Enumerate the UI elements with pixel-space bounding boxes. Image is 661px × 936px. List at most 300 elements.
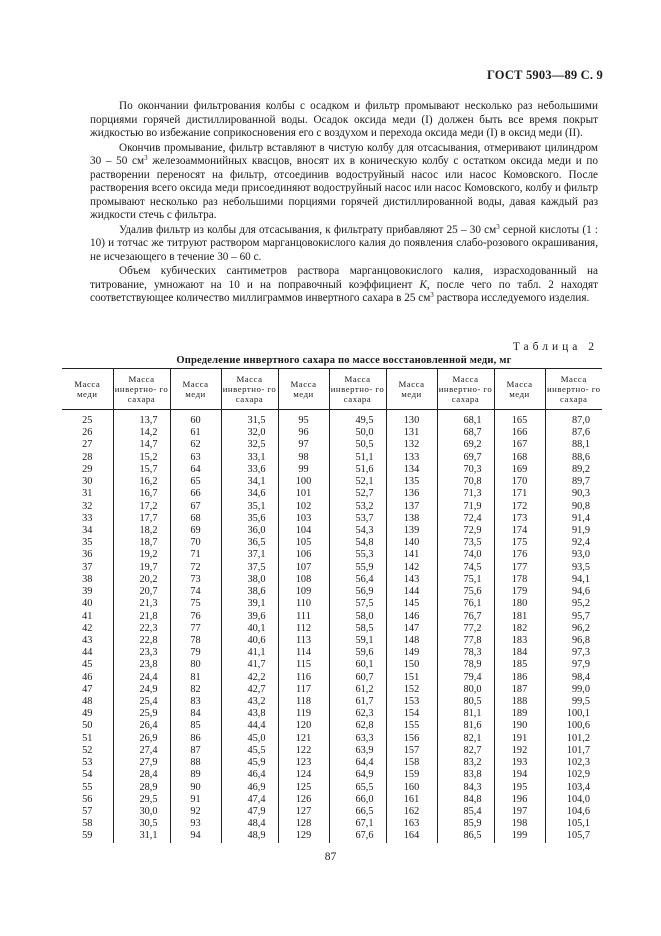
table-row — [62, 562, 602, 574]
sugar-mass-cell: 24,9 — [113, 684, 170, 696]
sugar-mass-cell: 101,7 — [545, 745, 602, 757]
copper-mass-cell: 128 — [278, 818, 329, 830]
sugar-mass-cell: 26,4 — [113, 720, 170, 732]
copper-mass-cell: 186 — [494, 672, 545, 684]
sugar-mass-cell: 25,4 — [113, 696, 170, 708]
paragraph-washing: Окончив промывание, фильтр вставляют в чистую колбу для отсасывания, отмеривают цилиндром 30 – 50 $см^3$ железоаммонийных квасцов, вносят их в коническую колбу с остатком оксида меди и по растворении переносят на фильтр, отсоединив водоструйный насос или насос Комовского. После растворения всего оксида меди присоединяют водоструйный насос или насос Комовского, колбу и фильтр промывают несколько раз небольшими порциями горячей дистиллированной воды, давая каждый раз жидкости стечь с фильтра. — [90, 141, 599, 221]
copper-mass-cell: 198 — [494, 818, 545, 830]
sugar-mass-cell: 78,9 — [437, 659, 494, 671]
table-body — [62, 410, 602, 843]
table-row — [62, 782, 602, 794]
sugar-mass-cell: 95,7 — [545, 611, 602, 623]
table-row — [62, 769, 602, 781]
copper-mass-cell: 176 — [494, 549, 545, 561]
copper-mass-cell: 45 — [82, 659, 93, 671]
paragraph-calculation: Объем кубических сантиметров раствора марганцовокислого калия, израсходованный на титрование, умножают на 10 и на поправочный коэффициент K, после чего по табл. 2 находят соответствующее количество миллиграммов инвертного сахара в 25 $см^3$ раствора исследуемого изделия. — [90, 265, 599, 304]
copper-mass-cell: 174 — [494, 525, 545, 537]
header-sugar-mass-2: Масса инвертно- го сахара — [329, 369, 386, 410]
sugar-mass-cell: 48,9 — [221, 830, 278, 842]
copper-mass-cell: 136 — [386, 488, 437, 500]
copper-mass-cell: 173 — [494, 513, 545, 525]
copper-mass-cell: 142 — [386, 562, 437, 574]
copper-mass-cell: 195 — [494, 782, 545, 794]
copper-mass-cell: 42 — [82, 622, 93, 634]
copper-mass-cell: 104 — [278, 525, 329, 537]
sugar-mass-cell: 72,9 — [437, 525, 494, 537]
sugar-mass-cell: 21,3 — [113, 598, 170, 610]
copper-mass-cell: 140 — [386, 537, 437, 549]
copper-mass-cell: 170 — [494, 476, 545, 488]
sugar-mass-cell: 67,6 — [329, 830, 386, 842]
sugar-mass-cell: 72,4 — [437, 513, 494, 525]
sugar-mass-cell: 68,7 — [437, 427, 494, 439]
sugar-mass-cell: 37,5 — [221, 562, 278, 574]
sugar-mass-cell: 13,7 — [113, 410, 170, 428]
sugar-mass-cell: 47,4 — [221, 794, 278, 806]
copper-mass-cell: 54 — [82, 769, 93, 781]
copper-mass-cell: 196 — [494, 794, 545, 806]
sugar-mass-cell: 71,3 — [437, 488, 494, 500]
copper-mass-cell: 107 — [278, 562, 329, 574]
copper-mass-cell: 34 — [82, 524, 93, 536]
copper-mass-cell: 105 — [278, 537, 329, 549]
sugar-mass-cell: 103,4 — [545, 782, 602, 794]
copper-mass-cell: 32 — [82, 500, 93, 512]
copper-mass-cell: 121 — [278, 733, 329, 745]
copper-mass-cell: 30 — [82, 476, 93, 488]
sugar-mass-cell: 67,1 — [329, 818, 386, 830]
copper-mass-cell: 40 — [82, 598, 93, 610]
sugar-mass-cell: 35,6 — [221, 513, 278, 525]
copper-mass-cell: 81 — [170, 672, 221, 684]
sugar-mass-cell: 42,7 — [221, 684, 278, 696]
sugar-mass-cell: 27,4 — [113, 745, 170, 757]
table-row — [62, 574, 602, 586]
copper-mass-cell: 26 — [82, 427, 93, 439]
sugar-mass-cell: 45,0 — [221, 733, 278, 745]
copper-mass-cell: 77 — [170, 623, 221, 635]
sugar-mass-cell: 95,2 — [545, 598, 602, 610]
copper-mass-cell: 92 — [170, 806, 221, 818]
copper-mass-cell: 130 — [386, 410, 437, 428]
copper-mass-cell: 96 — [278, 427, 329, 439]
sugar-mass-cell: 36,5 — [221, 537, 278, 549]
sugar-mass-cell: 76,7 — [437, 611, 494, 623]
copper-mass-cell: 147 — [386, 623, 437, 635]
copper-mass-cell: 154 — [386, 708, 437, 720]
sugar-mass-cell: 14,7 — [113, 439, 170, 451]
copper-mass-cell: 103 — [278, 513, 329, 525]
table-row — [62, 733, 602, 745]
copper-mass-cell: 177 — [494, 562, 545, 574]
copper-mass-cell: 145 — [386, 598, 437, 610]
sugar-mass-cell: 34,1 — [221, 476, 278, 488]
copper-mass-cell: 141 — [386, 549, 437, 561]
copper-mass-cell: 146 — [386, 611, 437, 623]
sugar-mass-cell: 76,1 — [437, 598, 494, 610]
table-row — [62, 525, 602, 537]
sugar-mass-cell: 55,3 — [329, 549, 386, 561]
sugar-mass-cell: 94,1 — [545, 574, 602, 586]
copper-mass-cell: 139 — [386, 525, 437, 537]
sugar-mass-cell: 92,4 — [545, 537, 602, 549]
copper-mass-cell: 95 — [278, 410, 329, 428]
sugar-mass-cell: 29,5 — [113, 794, 170, 806]
sugar-mass-cell: 39,6 — [221, 611, 278, 623]
table-row — [62, 623, 602, 635]
copper-mass-cell: 78 — [170, 635, 221, 647]
copper-mass-cell: 85 — [170, 720, 221, 732]
sugar-mass-cell: 52,1 — [329, 476, 386, 488]
sugar-mass-cell: 22,8 — [113, 635, 170, 647]
sugar-mass-cell: 58,0 — [329, 611, 386, 623]
copper-mass-cell: 90 — [170, 782, 221, 794]
copper-mass-cell: 97 — [278, 439, 329, 451]
table-row — [62, 696, 602, 708]
sugar-mass-cell: 53,7 — [329, 513, 386, 525]
sugar-mass-cell: 23,8 — [113, 659, 170, 671]
copper-mass-cell: 63 — [170, 452, 221, 464]
copper-mass-cell: 166 — [494, 427, 545, 439]
copper-mass-cell: 138 — [386, 513, 437, 525]
copper-mass-cell: 192 — [494, 745, 545, 757]
copper-mass-cell: 94 — [170, 830, 221, 842]
copper-mass-cell: 37 — [82, 561, 93, 573]
sugar-mass-cell: 61,7 — [329, 696, 386, 708]
sugar-mass-cell: 16,2 — [113, 476, 170, 488]
sugar-mass-cell: 48,4 — [221, 818, 278, 830]
copper-mass-cell: 80 — [170, 659, 221, 671]
table-row — [62, 745, 602, 757]
table-row — [62, 598, 602, 610]
sugar-mass-cell: 40,1 — [221, 623, 278, 635]
copper-mass-cell: 112 — [278, 623, 329, 635]
sugar-mass-cell: 47,9 — [221, 806, 278, 818]
copper-mass-cell: 84 — [170, 708, 221, 720]
copper-mass-cell: 48 — [82, 696, 93, 708]
copper-mass-cell: 35 — [82, 537, 93, 549]
header-sugar-mass-4: Масса инвертно- го сахара — [545, 369, 602, 410]
invert-sugar-table — [62, 368, 602, 843]
copper-mass-cell: 150 — [386, 659, 437, 671]
copper-mass-cell: 114 — [278, 647, 329, 659]
sugar-mass-cell: 50,0 — [329, 427, 386, 439]
copper-mass-cell: 164 — [386, 830, 437, 842]
copper-mass-cell: 124 — [278, 769, 329, 781]
sugar-mass-cell: 23,3 — [113, 647, 170, 659]
sugar-mass-cell: 87,0 — [545, 410, 602, 428]
sugar-mass-cell: 18,2 — [113, 525, 170, 537]
sugar-mass-cell: 38,6 — [221, 586, 278, 598]
sugar-mass-cell: 59,1 — [329, 635, 386, 647]
sugar-mass-cell: 42,2 — [221, 672, 278, 684]
copper-mass-cell: 148 — [386, 635, 437, 647]
body-text — [90, 100, 598, 307]
sugar-mass-cell: 19,7 — [113, 562, 170, 574]
copper-mass-cell: 153 — [386, 696, 437, 708]
copper-mass-cell: 68 — [170, 513, 221, 525]
sugar-mass-cell: 22,3 — [113, 623, 170, 635]
copper-mass-cell: 57 — [82, 806, 93, 817]
sugar-mass-cell: 70,8 — [437, 476, 494, 488]
copper-mass-cell: 180 — [494, 598, 545, 610]
table-row — [62, 757, 602, 769]
table-row — [62, 611, 602, 623]
sugar-mass-cell: 99,5 — [545, 696, 602, 708]
sugar-mass-cell: 100,1 — [545, 708, 602, 720]
sugar-mass-cell: 30,5 — [113, 818, 170, 830]
sugar-mass-cell: 87,6 — [545, 427, 602, 439]
copper-mass-cell: 199 — [494, 830, 545, 842]
copper-mass-cell: 125 — [278, 782, 329, 794]
copper-mass-cell: 29 — [82, 463, 93, 475]
sugar-mass-cell: 85,4 — [437, 806, 494, 818]
copper-mass-cell: 106 — [278, 549, 329, 561]
page-number: 87 — [324, 851, 337, 863]
sugar-mass-cell: 75,1 — [437, 574, 494, 586]
copper-mass-cell: 197 — [494, 806, 545, 818]
table-row — [62, 476, 602, 488]
sugar-mass-cell: 51,1 — [329, 452, 386, 464]
copper-mass-cell: 31 — [82, 488, 93, 500]
copper-mass-cell: 179 — [494, 586, 545, 598]
table-row — [62, 501, 602, 513]
copper-mass-cell: 43 — [82, 634, 93, 646]
sugar-mass-cell: 43,8 — [221, 708, 278, 720]
copper-mass-cell: 25 — [82, 415, 93, 426]
sugar-mass-cell: 62,3 — [329, 708, 386, 720]
table-row — [62, 659, 602, 671]
copper-mass-cell: 86 — [170, 733, 221, 745]
copper-mass-cell: 134 — [386, 464, 437, 476]
table-row — [62, 427, 602, 439]
sugar-mass-cell: 71,9 — [437, 501, 494, 513]
copper-mass-cell: 74 — [170, 586, 221, 598]
sugar-mass-cell: 39,1 — [221, 598, 278, 610]
table-row — [62, 794, 602, 806]
sugar-mass-cell: 91,9 — [545, 525, 602, 537]
header-copper-mass-4: Масса меди — [494, 369, 545, 410]
sugar-mass-cell: 100,6 — [545, 720, 602, 732]
copper-mass-cell: 184 — [494, 647, 545, 659]
copper-mass-cell: 118 — [278, 696, 329, 708]
table-row — [62, 586, 602, 598]
sugar-mass-cell: 69,7 — [437, 452, 494, 464]
sugar-mass-cell: 16,7 — [113, 488, 170, 500]
copper-mass-cell: 181 — [494, 611, 545, 623]
copper-mass-cell: 71 — [170, 549, 221, 561]
table-row — [62, 439, 602, 451]
sugar-mass-cell: 51,6 — [329, 464, 386, 476]
copper-mass-cell: 126 — [278, 794, 329, 806]
sugar-mass-cell: 57,5 — [329, 598, 386, 610]
header-copper-mass-2: Масса меди — [278, 369, 329, 410]
copper-mass-cell: 178 — [494, 574, 545, 586]
sugar-mass-cell: 63,3 — [329, 733, 386, 745]
sugar-mass-cell: 21,8 — [113, 611, 170, 623]
sugar-mass-cell: 46,9 — [221, 782, 278, 794]
table-caption: Определение инвертного сахара по массе восстановленной меди, мг — [176, 355, 512, 366]
copper-mass-cell: 49 — [82, 708, 93, 720]
copper-mass-cell: 127 — [278, 806, 329, 818]
sugar-mass-cell: 79,4 — [437, 672, 494, 684]
sugar-mass-cell: 66,5 — [329, 806, 386, 818]
sugar-mass-cell: 37,1 — [221, 549, 278, 561]
sugar-mass-cell: 64,9 — [329, 769, 386, 781]
table-row — [62, 464, 602, 476]
header-copper-mass-0: Масса меди — [62, 369, 113, 410]
copper-mass-cell: 168 — [494, 452, 545, 464]
sugar-mass-cell: 73,5 — [437, 537, 494, 549]
copper-mass-cell: 41 — [82, 610, 93, 622]
copper-mass-cell: 159 — [386, 769, 437, 781]
sugar-mass-cell: 44,4 — [221, 720, 278, 732]
sugar-mass-cell: 83,8 — [437, 769, 494, 781]
sugar-mass-cell: 34,6 — [221, 488, 278, 500]
sugar-mass-cell: 28,4 — [113, 769, 170, 781]
copper-mass-cell: 129 — [278, 830, 329, 842]
sugar-mass-cell: 98,4 — [545, 672, 602, 684]
paragraph-filtration: По окончании фильтрования колбы с осадком и фильтр промывают несколько раз небольшими порциями горячей дистиллированной воды. Осадок оксида меди (I) должен быть все время покрыт жидкостью во избежание соприкосновения его с воздухом и перехода оксида меди (I) в оксид меди (II). — [90, 100, 598, 139]
table-row — [62, 513, 602, 525]
copper-mass-cell: 113 — [278, 635, 329, 647]
sugar-mass-cell: 33,1 — [221, 452, 278, 464]
header-sugar-mass-0: Масса инвертно- го сахара — [113, 369, 170, 410]
copper-mass-cell: 88 — [170, 757, 221, 769]
copper-mass-cell: 183 — [494, 635, 545, 647]
sugar-mass-cell: 18,7 — [113, 537, 170, 549]
sugar-mass-cell: 84,3 — [437, 782, 494, 794]
sugar-mass-cell: 63,9 — [329, 745, 386, 757]
table-header-row — [62, 369, 602, 410]
copper-mass-cell: 191 — [494, 733, 545, 745]
copper-mass-cell: 167 — [494, 439, 545, 451]
sugar-mass-cell: 104,0 — [545, 794, 602, 806]
copper-mass-cell: 133 — [386, 452, 437, 464]
sugar-mass-cell: 65,5 — [329, 782, 386, 794]
copper-mass-cell: 100 — [278, 476, 329, 488]
sugar-mass-cell: 102,9 — [545, 769, 602, 781]
sugar-mass-cell: 17,2 — [113, 501, 170, 513]
copper-mass-cell: 28 — [82, 451, 93, 463]
copper-mass-cell: 149 — [386, 647, 437, 659]
paragraph-titration: Удалив фильтр из колбы для отсасывания, к фильтрату прибавляют 25 – 30 $см^3$ серной кислоты (1 : 10) и тотчас же титруют раствором марганцовокислого калия до появления слабо-розового окрашивания, не исчезающего в течение 30 – 60 с. — [90, 222, 598, 263]
sugar-mass-cell: 82,1 — [437, 733, 494, 745]
sugar-mass-cell: 68,1 — [437, 410, 494, 428]
sugar-mass-cell: 32,5 — [221, 439, 278, 451]
sugar-mass-cell: 31,1 — [113, 830, 170, 842]
copper-mass-cell: 123 — [278, 757, 329, 769]
sugar-mass-cell: 99,0 — [545, 684, 602, 696]
copper-mass-cell: 98 — [278, 452, 329, 464]
table-row — [62, 672, 602, 684]
table-row — [62, 452, 602, 464]
sugar-mass-cell: 81,1 — [437, 708, 494, 720]
copper-mass-cell: 117 — [278, 684, 329, 696]
sugar-mass-cell: 93,5 — [545, 562, 602, 574]
sugar-mass-cell: 74,5 — [437, 562, 494, 574]
copper-mass-cell: 156 — [386, 733, 437, 745]
table-row — [62, 635, 602, 647]
copper-mass-cell: 69 — [170, 525, 221, 537]
copper-mass-cell: 83 — [170, 696, 221, 708]
sugar-mass-cell: 89,7 — [545, 476, 602, 488]
sugar-mass-cell: 15,7 — [113, 464, 170, 476]
sugar-mass-cell: 53,2 — [329, 501, 386, 513]
copper-mass-cell: 91 — [170, 794, 221, 806]
copper-mass-cell: 119 — [278, 708, 329, 720]
sugar-mass-cell: 46,4 — [221, 769, 278, 781]
copper-mass-cell: 157 — [386, 745, 437, 757]
copper-mass-cell: 52 — [82, 744, 93, 756]
copper-mass-cell: 175 — [494, 537, 545, 549]
copper-mass-cell: 65 — [170, 476, 221, 488]
sugar-mass-cell: 52,7 — [329, 488, 386, 500]
sugar-mass-cell: 60,7 — [329, 672, 386, 684]
table-row — [62, 537, 602, 549]
copper-mass-cell: 143 — [386, 574, 437, 586]
copper-mass-cell: 36 — [82, 549, 93, 561]
copper-mass-cell: 182 — [494, 623, 545, 635]
copper-mass-cell: 75 — [170, 598, 221, 610]
copper-mass-cell: 38 — [82, 573, 93, 585]
copper-mass-cell: 76 — [170, 611, 221, 623]
sugar-mass-cell: 50,5 — [329, 439, 386, 451]
sugar-mass-cell: 90,8 — [545, 501, 602, 513]
sugar-mass-cell: 41,7 — [221, 659, 278, 671]
copper-mass-cell: 137 — [386, 501, 437, 513]
copper-mass-cell: 93 — [170, 818, 221, 830]
header-sugar-mass-1: Масса инвертно- го сахара — [221, 369, 278, 410]
copper-mass-cell: 46 — [82, 671, 93, 683]
sugar-mass-cell: 58,5 — [329, 623, 386, 635]
sugar-mass-cell: 104,6 — [545, 806, 602, 818]
copper-mass-cell: 135 — [386, 476, 437, 488]
table-row — [62, 488, 602, 500]
sugar-mass-cell: 33,6 — [221, 464, 278, 476]
sugar-mass-cell: 66,0 — [329, 794, 386, 806]
copper-mass-cell: 131 — [386, 427, 437, 439]
sugar-mass-cell: 70,3 — [437, 464, 494, 476]
sugar-mass-cell: 43,2 — [221, 696, 278, 708]
copper-mass-cell: 55 — [82, 781, 93, 793]
sugar-mass-cell: 54,3 — [329, 525, 386, 537]
table-row — [62, 830, 602, 842]
copper-mass-cell: 110 — [278, 598, 329, 610]
copper-mass-cell: 162 — [386, 806, 437, 818]
sugar-mass-cell: 69,2 — [437, 439, 494, 451]
table-row — [62, 684, 602, 696]
copper-mass-cell: 187 — [494, 684, 545, 696]
table-row — [62, 410, 602, 428]
sugar-mass-cell: 91,4 — [545, 513, 602, 525]
copper-mass-cell: 82 — [170, 684, 221, 696]
sugar-mass-cell: 78,3 — [437, 647, 494, 659]
sugar-mass-cell: 35,1 — [221, 501, 278, 513]
sugar-mass-cell: 36,0 — [221, 525, 278, 537]
sugar-mass-cell: 31,5 — [221, 410, 278, 428]
sugar-mass-cell: 84,8 — [437, 794, 494, 806]
copper-mass-cell: 60 — [170, 410, 221, 428]
sugar-mass-cell: 75,6 — [437, 586, 494, 598]
copper-mass-cell: 109 — [278, 586, 329, 598]
sugar-mass-cell: 80,0 — [437, 684, 494, 696]
copper-mass-cell: 51 — [82, 732, 93, 744]
sugar-mass-cell: 94,6 — [545, 586, 602, 598]
copper-mass-cell: 165 — [494, 410, 545, 428]
sugar-mass-cell: 62,8 — [329, 720, 386, 732]
copper-mass-cell: 79 — [170, 647, 221, 659]
